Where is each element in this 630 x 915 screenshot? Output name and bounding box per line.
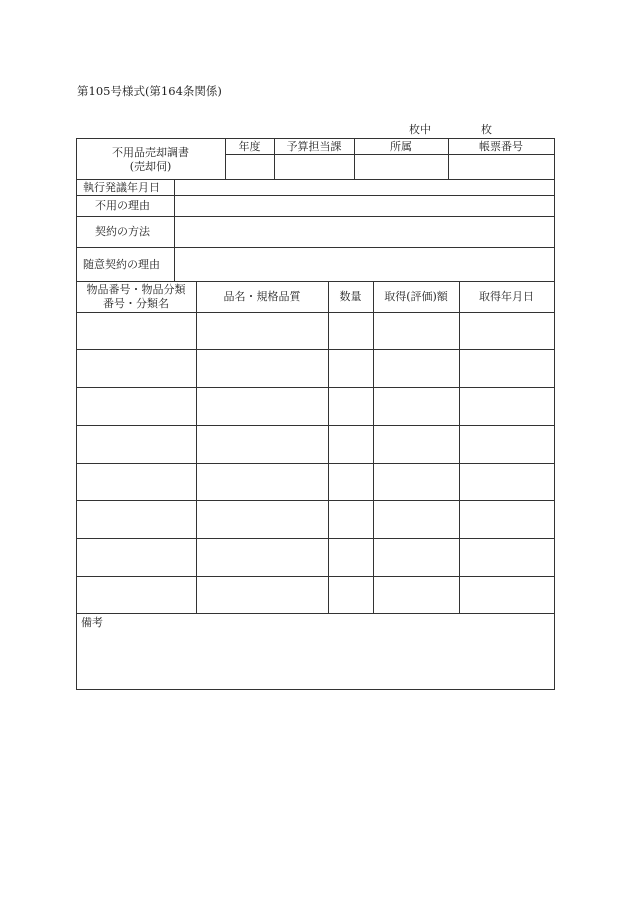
disuse-reason-label: 不用の理由	[95, 199, 150, 212]
item-name-cell[interactable]	[198, 427, 326, 461]
item-name-cell[interactable]	[198, 389, 326, 423]
acquisition-value-cell[interactable]	[375, 389, 457, 423]
item-name-cell[interactable]	[198, 314, 326, 347]
quantity-cell[interactable]	[330, 502, 371, 536]
acquisition-date-cell[interactable]	[461, 578, 552, 611]
col-acquisition-date: 取得年月日	[479, 290, 534, 303]
item-name-cell[interactable]	[198, 578, 326, 611]
item-name-cell[interactable]	[198, 502, 326, 536]
form-number-field[interactable]	[449, 155, 554, 179]
acquisition-date-cell[interactable]	[461, 314, 552, 347]
fiscal-year-field[interactable]	[226, 155, 274, 179]
item-name-cell[interactable]	[198, 351, 326, 385]
acquisition-value-cell[interactable]	[375, 540, 457, 574]
acquisition-date-cell[interactable]	[461, 502, 552, 536]
header-fiscal-year: 年度	[238, 140, 261, 153]
form-subtitle: (売却伺)	[129, 160, 172, 173]
item-code-cell[interactable]	[78, 427, 194, 461]
acquisition-value-cell[interactable]	[375, 578, 457, 611]
acquisition-value-cell[interactable]	[375, 314, 457, 347]
acquisition-value-cell[interactable]	[375, 502, 457, 536]
item-code-cell[interactable]	[78, 351, 194, 385]
acquisition-date-cell[interactable]	[461, 540, 552, 574]
quantity-cell[interactable]	[330, 427, 371, 461]
acquisition-date-cell[interactable]	[461, 389, 552, 423]
acquisition-date-cell[interactable]	[461, 465, 552, 498]
affiliation-field[interactable]	[355, 155, 448, 179]
col-item-code: 物品番号・物品分類	[86, 283, 186, 296]
quantity-cell[interactable]	[330, 389, 371, 423]
remarks-field[interactable]	[77, 630, 554, 689]
item-code-cell[interactable]	[78, 502, 194, 536]
header-affiliation: 所属	[390, 140, 412, 153]
col-quantity: 数量	[339, 290, 362, 303]
disuse-reason-field[interactable]	[175, 196, 554, 216]
acquisition-date-cell[interactable]	[461, 351, 552, 385]
header-form-number: 帳票番号	[479, 140, 523, 153]
acquisition-date-cell[interactable]	[461, 427, 552, 461]
quantity-cell[interactable]	[330, 351, 371, 385]
quantity-cell[interactable]	[330, 314, 371, 347]
col-item-name: 品名・規格品質	[223, 290, 301, 303]
header-budget-section: 予算担当課	[286, 140, 342, 153]
sheet-of-label: 枚中	[409, 123, 431, 136]
item-name-cell[interactable]	[198, 540, 326, 574]
acquisition-value-cell[interactable]	[375, 351, 457, 385]
budget-section-field[interactable]	[275, 155, 354, 179]
form-title: 不用品売却調書	[112, 146, 189, 159]
col-item-code-sub: 番号・分類名	[103, 297, 169, 310]
item-code-cell[interactable]	[78, 314, 194, 347]
acquisition-value-cell[interactable]	[375, 427, 457, 461]
quantity-cell[interactable]	[330, 540, 371, 574]
col-acquisition-value: 取得(評価)額	[384, 290, 448, 303]
item-code-cell[interactable]	[78, 578, 194, 611]
item-code-cell[interactable]	[78, 465, 194, 498]
execution-date-label: 執行発議年月日	[83, 181, 160, 194]
quantity-cell[interactable]	[330, 578, 371, 611]
item-name-cell[interactable]	[198, 465, 326, 498]
acquisition-value-cell[interactable]	[375, 465, 457, 498]
item-code-cell[interactable]	[78, 540, 194, 574]
contract-method-label: 契約の方法	[95, 225, 150, 238]
sheet-label: 枚	[481, 123, 492, 136]
private-contract-reason-field[interactable]	[175, 248, 554, 281]
item-code-cell[interactable]	[78, 389, 194, 423]
form-number: 第105号様式(第164条関係)	[77, 84, 222, 98]
quantity-cell[interactable]	[330, 465, 371, 498]
execution-date-field[interactable]	[175, 180, 554, 195]
remarks-label: 備考	[81, 616, 103, 629]
private-contract-reason-label: 随意契約の理由	[83, 258, 160, 271]
contract-method-field[interactable]	[175, 217, 554, 247]
